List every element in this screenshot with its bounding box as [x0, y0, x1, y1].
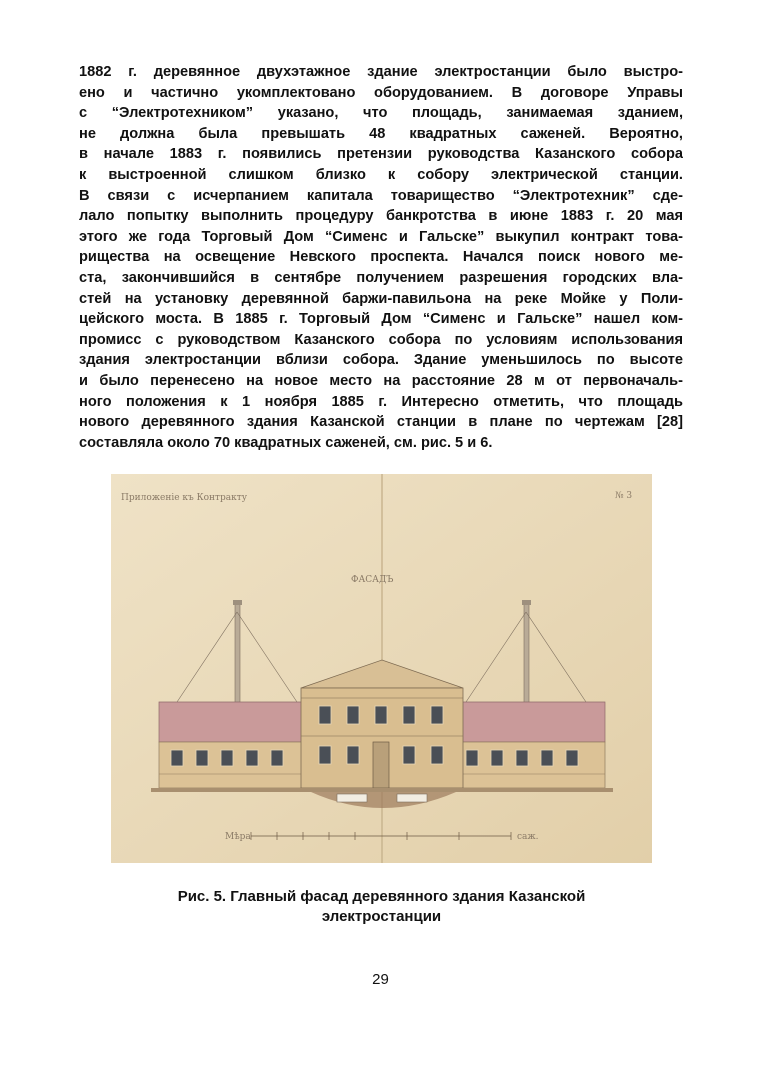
body-paragraph [79, 62, 683, 453]
facade-drawing [111, 474, 652, 863]
scale-label-right: саж. [517, 832, 539, 842]
text-line: ного положения к 1 ноября 1885 г. Интересно отметить, что площадь [79, 393, 683, 410]
facade-drawing-figure [111, 474, 652, 863]
text-line: к выстроенной слишком близко к собору электрической станции. [79, 166, 683, 183]
text-line: 1882 г. деревянное двухэтажное здание электростанции было выстро- [79, 64, 683, 80]
text-line: стей на установку деревянной баржи-павильона на реке Мойке у Поли- [79, 290, 683, 307]
caption-line-2: электростанции [321, 908, 442, 925]
facade-title-label: ФАСАДЪ [351, 575, 394, 585]
text-line: ено и частично укомплектовано оборудованием. В договоре Управы [79, 84, 683, 101]
text-line: не должна была превышать 48 квадратных саженей. Вероятно, [79, 125, 683, 142]
central-door [373, 742, 389, 788]
text-line: рищества на освещение Невского проспекта. Начался поиск нового ме- [79, 249, 683, 266]
text-line: нового деревянного здания Казанской станции в плане по чертежам [28] [79, 414, 683, 431]
text-line: и было перенесено на новое место на расстояние 28 м от первоначаль- [79, 372, 683, 389]
text-line: этого же года Торговый Дом “Сименс и Гальске” выкупил контракт това- [79, 228, 683, 245]
sheet-number-label: № 3 [615, 491, 633, 501]
text-line: цейского моста. В 1885 г. Торговый Дом “Сименс и Гальске” нашел ком- [79, 311, 683, 328]
caption-line-1: Рис. 5. Главный фасад деревянного здания Казанской [177, 888, 586, 905]
text-line: промисс с руководством Казанского собора по условиям использования [79, 331, 683, 348]
page-number: 29 [372, 971, 389, 988]
ground-line [151, 788, 613, 792]
figure-caption [111, 887, 652, 927]
text-line: здания электростанции вблизи собора. Здание уменьшилось по высоте [79, 352, 683, 369]
attachment-label: Приложенiе къ Контракту [121, 493, 248, 503]
text-line: лало попытку выполнить процедуру банкротства в июне 1883 г. 20 мая [79, 208, 683, 225]
scale-label-left: Мѣра [225, 832, 251, 842]
text-line: в начале 1883 г. появились претензии руководства Казанского собора [79, 146, 683, 163]
right-wing-roof [453, 702, 605, 742]
left-wing-roof [159, 702, 309, 742]
text-line: с “Электротехником” указано, что площадь, занимаемая зданием, [79, 105, 683, 122]
text-line: ста, закончившийся в сентябре получением разрешения городских вла- [79, 269, 683, 286]
text-line: составляла около 70 квадратных саженей, см. рис. 5 и 6. [79, 434, 493, 451]
text-line: В связи с исчерпанием капитала товарищество “Электротехник” сде- [79, 187, 683, 204]
